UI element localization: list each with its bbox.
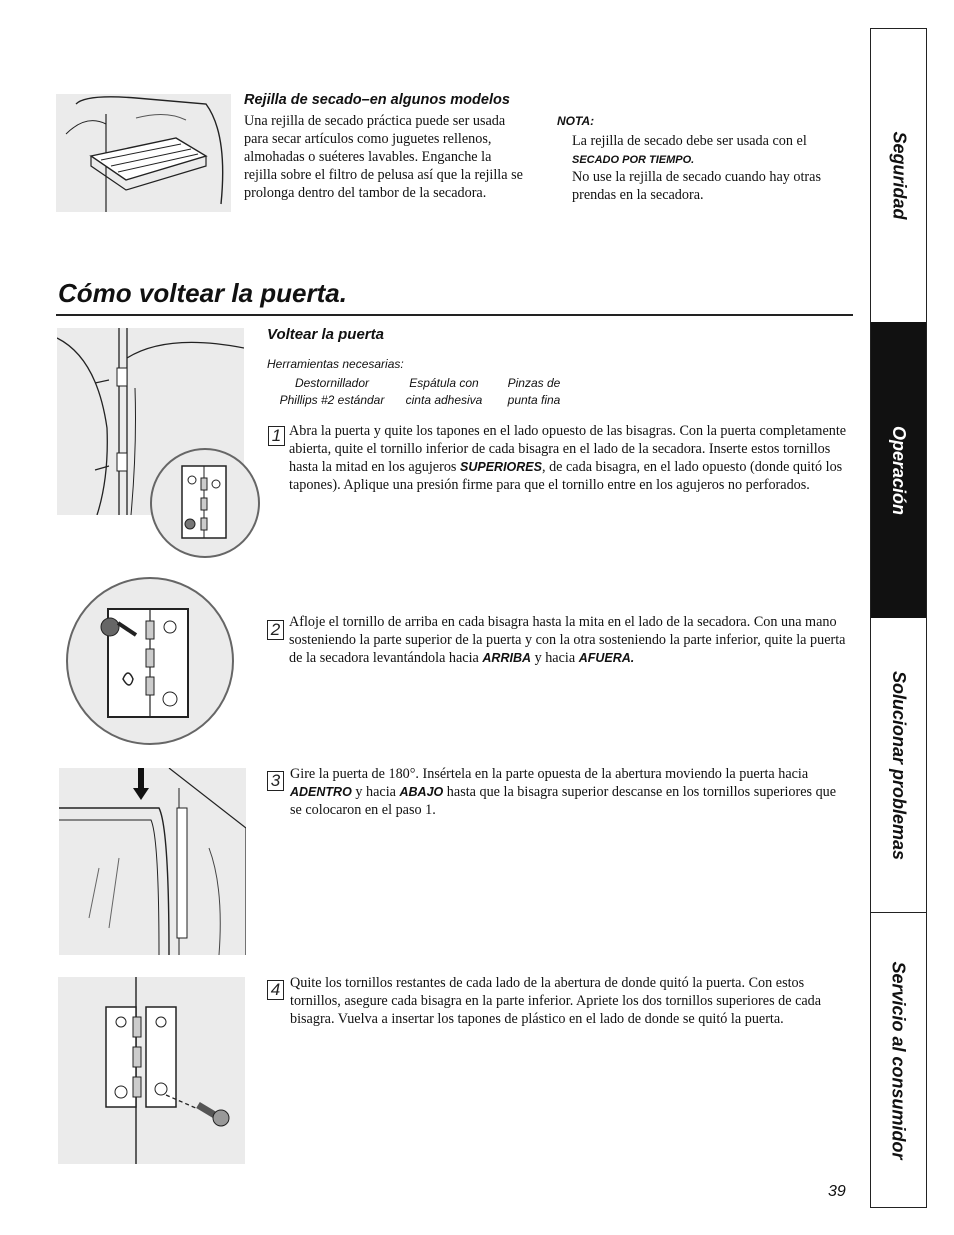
step-3-text-a: Gire la puerta de 180°. Insértela en la parte opuesta de la abertura moviendo la puerta hacia (290, 766, 809, 782)
step3-illustration (59, 768, 246, 955)
step-3-text-b: y hacia (351, 784, 400, 800)
tab-seguridad[interactable] (871, 29, 926, 322)
step-3-text (290, 765, 850, 819)
step-4-text: Quite los tornillos restantes de cada lado de la abertura de donde quitó la puerta. Con estos tornillos, asegure cada bisagra en la parte inferior. Apriete los dos tornillos superiores de cada bisagra. Vuelva a insertar los tapones de plástico en el lado de donde se quitó la puerta. (290, 975, 822, 1027)
step-2-text-a: Afloje el tornillo de arriba en cada bisagra hasta la mita en el lado de la secadora. Con una mano sosteniendo la parte superior de la puerta y con la otra sosteniendo la parte inferior, quite la puerta de la secadora levantándola hacia (289, 614, 846, 666)
note-line-1-emphasis: SECADO POR TIEMPO. (572, 154, 695, 166)
tool-1-line-1: Destornillador (294, 376, 370, 390)
step-1-text-a: Abra la puerta y quite los tapones en el lado opuesto de las bisagras. Con la puerta completamente abierta, quite el tornillo inferior de cada bisagra en el lado de la secadora. Inserte estos tornillos hasta la mitad en los agujeros (289, 423, 847, 475)
tab-operacion[interactable] (871, 322, 926, 618)
tools-label: Herramientas necesarias: (267, 357, 404, 371)
step-2-number: 2 (267, 620, 284, 640)
drying-rack-illustration (56, 94, 231, 212)
tab-servicio-al-consumidor-label: Servicio al consumidor (889, 960, 909, 1160)
step-2-emph-a: ARRIBA (482, 651, 532, 665)
tool-3-line-1: Pinzas de (507, 376, 561, 390)
note-label: NOTA: (557, 114, 595, 128)
step-1-text-b: , de cada bisagra, en el lado opuesto (donde quitó los tapones). Aplique una presión firme para que el tornillo entre en los agujeros no perforados. (289, 459, 843, 493)
tool-pliers (504, 375, 564, 409)
step-3-emph-a: ADENTRO (290, 785, 352, 799)
tab-servicio-al-consumidor[interactable] (871, 913, 926, 1207)
tab-seguridad-label: Seguridad (889, 131, 910, 220)
side-navigation (870, 28, 927, 1208)
tab-solucionar-problemas-label: Solucionar problemas (889, 670, 910, 860)
step-3-number: 3 (267, 771, 284, 791)
tool-1-line-2: Phillips #2 estándar (279, 393, 385, 407)
step1-detail-circle (150, 448, 260, 558)
tool-screwdriver (278, 375, 386, 409)
tool-3-line-2: punta fina (507, 393, 561, 407)
drying-rack-body: Una rejilla de secado práctica puede ser usada para secar artículos como juguetes rellenos, almohadas o suéteres lavables. Enganche la rejilla sobre el filtro de pelusa así que la rejilla se prolonga dentro del tambor de la secadora. (244, 113, 523, 201)
flip-door-subheading: Voltear la puerta (267, 326, 384, 343)
drying-rack-title: Rejilla de secado–en algunos modelos (244, 92, 510, 108)
step-3-emph-b: ABAJO (399, 785, 444, 799)
step-4-number: 4 (267, 980, 284, 1000)
heading-rule (56, 314, 853, 316)
step-1-text (289, 422, 849, 494)
page-number: 39 (828, 1183, 846, 1200)
step2-hinge-illustration (66, 577, 234, 745)
tool-2-line-2: cinta adhesiva (405, 393, 483, 407)
tab-operacion-label: Operación (889, 425, 909, 515)
page-heading: Cómo voltear la puerta. (58, 278, 347, 308)
step-1-emph-a: SUPERIORES (460, 460, 542, 474)
step-1-number: 1 (268, 426, 285, 446)
step-2-text (289, 613, 849, 667)
tool-2-line-1: Espátula con (409, 376, 479, 390)
tab-solucionar-problemas[interactable] (871, 618, 926, 912)
tool-putty-knife (404, 375, 484, 409)
step-2-emph-b: AFUERA. (578, 651, 635, 665)
step-3-text-c: hasta que la bisagra superior descanse en los tornillos superiores que se colocaron en el paso 1. (290, 784, 837, 818)
step-2-text-b: y hacia (531, 650, 579, 666)
step4-illustration (58, 977, 245, 1164)
note-line-1 (572, 132, 852, 169)
note-line-2: No use la rejilla de secado cuando hay otras prendas en la secadora. (572, 169, 821, 203)
note-line-1-text: La rejilla de secado debe ser usada con el (572, 133, 807, 149)
